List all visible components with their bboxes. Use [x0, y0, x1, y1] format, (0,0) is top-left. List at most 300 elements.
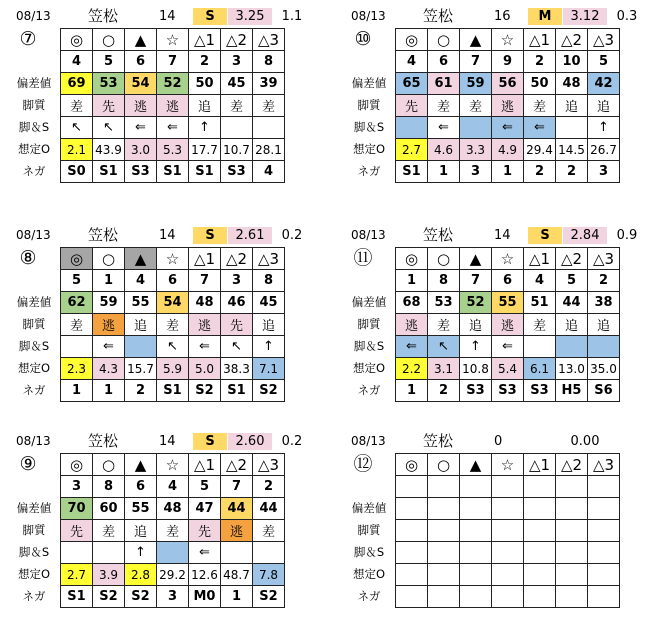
- deviation-cell: 44: [556, 292, 588, 314]
- style-cell: 追: [125, 314, 157, 336]
- horse-number-row: [396, 476, 620, 498]
- leg-speed-cell: [460, 542, 492, 564]
- mark-cell: ▲: [460, 29, 492, 51]
- horse-number-cell: 2: [189, 51, 221, 73]
- deviation-cell: 53: [93, 73, 125, 95]
- odds-cell: [396, 564, 428, 586]
- mark-cell: ☆: [157, 454, 189, 476]
- odds-cell: [588, 564, 620, 586]
- prediction-table: [60, 247, 285, 402]
- deviation-cell: [428, 498, 460, 520]
- horse-number-cell: 7: [460, 51, 492, 73]
- index-value: 0.00: [570, 434, 600, 449]
- runner-count: 14: [159, 228, 176, 243]
- venue-label: 笠松: [88, 7, 119, 25]
- leg-speed-cell: ⇐: [93, 336, 125, 358]
- negative-row: [396, 161, 620, 183]
- odds-cell: 3.1: [428, 358, 460, 380]
- mark-cell: ○: [93, 454, 125, 476]
- horse-number-cell: 6: [428, 51, 460, 73]
- odds-cell: 48.7: [221, 564, 253, 586]
- negative-cell: S2: [93, 586, 125, 608]
- race-number: ⑩: [354, 28, 372, 50]
- deviation-row: [396, 73, 620, 95]
- negative-cell: S1: [221, 380, 253, 402]
- horse-number-cell: 4: [396, 51, 428, 73]
- odds-cell: 7.1: [253, 358, 285, 380]
- deviation-cell: 54: [125, 73, 157, 95]
- odds-cell: 3.9: [93, 564, 125, 586]
- style-cell: 先: [189, 520, 221, 542]
- leg-speed-cell: [61, 336, 93, 358]
- row-label-style: 脚質: [22, 98, 46, 112]
- style-cell: 逃: [189, 314, 221, 336]
- style-cell: 追: [125, 520, 157, 542]
- horse-number-cell: 7: [460, 270, 492, 292]
- row-label-negative: ネガ: [357, 164, 381, 178]
- leg-speed-cell: [524, 542, 556, 564]
- mark-cell: △2: [556, 248, 588, 270]
- block-header: [341, 223, 661, 247]
- style-cell: 差: [157, 520, 189, 542]
- negative-cell: S2: [125, 586, 157, 608]
- deviation-cell: 51: [524, 292, 556, 314]
- leg-speed-cell: [460, 117, 492, 139]
- horse-number-cell: [428, 476, 460, 498]
- odds-cell: [428, 564, 460, 586]
- style-row: [396, 520, 620, 542]
- style-cell: 差: [93, 520, 125, 542]
- row-label-negative: ネガ: [22, 383, 46, 397]
- negative-cell: 2: [125, 380, 157, 402]
- odds-cell: 10.8: [460, 358, 492, 380]
- style-cell: 差: [253, 95, 285, 117]
- mark-cell: ▲: [125, 248, 157, 270]
- deviation-cell: 39: [253, 73, 285, 95]
- secondary-value: 0.3: [616, 9, 638, 24]
- odds-cell: 5.0: [189, 358, 221, 380]
- negative-cell: S3: [125, 161, 157, 183]
- leg-speed-cell: ⇐: [189, 336, 221, 358]
- index-value: 3.12: [563, 8, 607, 25]
- venue-label: 笠松: [88, 432, 119, 450]
- leg-speed-cell: [428, 542, 460, 564]
- race-block-9: [6, 429, 326, 629]
- style-row: [61, 314, 285, 336]
- horse-number-cell: 3: [221, 51, 253, 73]
- date-label: 08/13: [351, 9, 386, 23]
- odds-cell: 26.7: [588, 139, 620, 161]
- pace-badge: S: [193, 8, 227, 25]
- leg-speed-cell: [221, 542, 253, 564]
- row-label-style: 脚質: [22, 317, 46, 331]
- horse-number-cell: 2: [253, 476, 285, 498]
- odds-cell: 14.5: [556, 139, 588, 161]
- horse-number-cell: 7: [157, 51, 189, 73]
- horse-number-row: [396, 51, 620, 73]
- pace-badge: S: [528, 227, 562, 244]
- horse-number-cell: 6: [125, 476, 157, 498]
- deviation-cell: [396, 498, 428, 520]
- mark-cell: ◎: [61, 248, 93, 270]
- row-label-negative: ネガ: [357, 383, 381, 397]
- venue-label: 笠松: [423, 226, 454, 244]
- deviation-cell: 70: [61, 498, 93, 520]
- horse-number-cell: 7: [189, 270, 221, 292]
- secondary-value: 0.9: [616, 228, 638, 243]
- deviation-cell: 60: [93, 498, 125, 520]
- prediction-table: [395, 28, 620, 183]
- mark-cell: △1: [189, 454, 221, 476]
- style-row: [61, 95, 285, 117]
- deviation-cell: 47: [189, 498, 221, 520]
- deviation-cell: 52: [157, 73, 189, 95]
- negative-cell: 1: [93, 380, 125, 402]
- style-cell: 差: [524, 314, 556, 336]
- odds-cell: 3.0: [125, 139, 157, 161]
- deviation-row: [396, 292, 620, 314]
- horse-number-cell: 1: [396, 270, 428, 292]
- negative-cell: S2: [189, 380, 221, 402]
- horse-number-cell: 5: [61, 270, 93, 292]
- race-block-12: [341, 429, 661, 629]
- leg-speed-row: [396, 336, 620, 358]
- style-cell: 追: [460, 314, 492, 336]
- horse-number-row: [61, 51, 285, 73]
- style-cell: 追: [588, 95, 620, 117]
- row-label-style: 脚質: [357, 98, 381, 112]
- leg-speed-cell: ⇐: [524, 117, 556, 139]
- horse-number-cell: 7: [221, 476, 253, 498]
- leg-speed-cell: ↑: [460, 336, 492, 358]
- odds-cell: 2.3: [61, 358, 93, 380]
- marks-row: [61, 454, 285, 476]
- style-cell: [556, 520, 588, 542]
- negative-cell: 2: [556, 161, 588, 183]
- leg-speed-cell: ↖: [428, 336, 460, 358]
- horse-number-cell: 1: [93, 270, 125, 292]
- leg-speed-row: [396, 117, 620, 139]
- odds-cell: 5.3: [157, 139, 189, 161]
- horse-number-cell: 8: [93, 476, 125, 498]
- style-row: [396, 95, 620, 117]
- negative-cell: [492, 586, 524, 608]
- leg-speed-cell: [396, 117, 428, 139]
- odds-cell: 3.3: [460, 139, 492, 161]
- leg-speed-cell: ↖: [61, 117, 93, 139]
- odds-row: [61, 139, 285, 161]
- negative-cell: S0: [61, 161, 93, 183]
- row-label-style: 脚質: [357, 317, 381, 331]
- style-cell: 差: [61, 95, 93, 117]
- odds-row: [396, 139, 620, 161]
- date-label: 08/13: [16, 228, 51, 242]
- leg-speed-cell: ⇐: [492, 117, 524, 139]
- deviation-cell: 68: [396, 292, 428, 314]
- pace-badge: S: [193, 227, 227, 244]
- style-cell: 逃: [93, 314, 125, 336]
- date-label: 08/13: [16, 9, 51, 23]
- marks-row: [396, 29, 620, 51]
- style-cell: 先: [93, 95, 125, 117]
- mark-cell: △3: [588, 454, 620, 476]
- mark-cell: ○: [93, 29, 125, 51]
- negative-cell: [556, 586, 588, 608]
- horse-number-cell: 2: [588, 270, 620, 292]
- horse-number-cell: 2: [524, 51, 556, 73]
- index-value: 2.61: [228, 227, 272, 244]
- odds-cell: 5.4: [492, 358, 524, 380]
- mark-cell: △1: [524, 248, 556, 270]
- deviation-cell: 44: [221, 498, 253, 520]
- venue-label: 笠松: [423, 432, 454, 450]
- pace-badge: S: [193, 433, 227, 450]
- negative-cell: S3: [492, 380, 524, 402]
- style-cell: [396, 520, 428, 542]
- deviation-cell: 54: [157, 292, 189, 314]
- horse-number-cell: 5: [189, 476, 221, 498]
- odds-cell: 2.8: [125, 564, 157, 586]
- row-label-odds: 想定O: [17, 142, 51, 156]
- odds-cell: 5.9: [157, 358, 189, 380]
- negative-cell: S3: [221, 161, 253, 183]
- row-label-deviation: 偏差値: [16, 501, 52, 515]
- deviation-cell: [524, 498, 556, 520]
- mark-cell: △3: [588, 29, 620, 51]
- mark-cell: ◎: [396, 454, 428, 476]
- odds-cell: 38.3: [221, 358, 253, 380]
- style-cell: 差: [253, 520, 285, 542]
- leg-speed-row: [61, 542, 285, 564]
- deviation-row: [61, 73, 285, 95]
- race-number: ⑪: [353, 247, 373, 269]
- horse-number-cell: [588, 476, 620, 498]
- style-cell: 差: [524, 95, 556, 117]
- venue-label: 笠松: [423, 7, 454, 25]
- deviation-cell: 59: [460, 73, 492, 95]
- negative-cell: 4: [253, 161, 285, 183]
- venue-label: 笠松: [88, 226, 119, 244]
- mark-cell: ◎: [396, 248, 428, 270]
- leg-speed-cell: ↑: [125, 542, 157, 564]
- prediction-table: [395, 453, 620, 608]
- leg-speed-cell: [588, 542, 620, 564]
- horse-number-cell: 3: [61, 476, 93, 498]
- deviation-cell: 55: [125, 292, 157, 314]
- odds-cell: 35.0: [588, 358, 620, 380]
- marks-row: [396, 454, 620, 476]
- leg-speed-cell: ↑: [588, 117, 620, 139]
- mark-cell: △3: [253, 29, 285, 51]
- leg-speed-cell: ⇐: [157, 117, 189, 139]
- style-cell: 逃: [125, 95, 157, 117]
- negative-cell: S1: [93, 161, 125, 183]
- mark-cell: ☆: [492, 454, 524, 476]
- mark-cell: ○: [93, 248, 125, 270]
- odds-cell: 4.9: [492, 139, 524, 161]
- deviation-cell: 45: [221, 73, 253, 95]
- mark-cell: ○: [428, 248, 460, 270]
- leg-speed-row: [61, 336, 285, 358]
- odds-cell: 4.6: [428, 139, 460, 161]
- leg-speed-cell: ⇐: [125, 117, 157, 139]
- leg-speed-cell: [61, 542, 93, 564]
- style-cell: 追: [556, 95, 588, 117]
- style-cell: 逃: [396, 314, 428, 336]
- pace-badge: M: [528, 8, 562, 25]
- style-cell: 逃: [492, 314, 524, 336]
- horse-number-cell: 6: [125, 51, 157, 73]
- deviation-cell: 62: [61, 292, 93, 314]
- row-label-odds: 想定O: [352, 361, 386, 375]
- negative-cell: [460, 586, 492, 608]
- mark-cell: ◎: [61, 29, 93, 51]
- horse-number-cell: 3: [221, 270, 253, 292]
- row-label-deviation: 偏差値: [16, 76, 52, 90]
- horse-number-cell: [524, 476, 556, 498]
- odds-cell: 43.9: [93, 139, 125, 161]
- horse-number-cell: 5: [556, 270, 588, 292]
- negative-cell: S3: [524, 380, 556, 402]
- negative-cell: S1: [61, 586, 93, 608]
- row-label-leg-speed: 脚＆S: [18, 339, 50, 353]
- leg-speed-cell: [221, 117, 253, 139]
- mark-cell: ○: [428, 454, 460, 476]
- mark-cell: △3: [253, 454, 285, 476]
- odds-cell: [460, 564, 492, 586]
- mark-cell: △2: [221, 454, 253, 476]
- negative-cell: 3: [460, 161, 492, 183]
- mark-cell: ▲: [460, 454, 492, 476]
- leg-speed-cell: ⇐: [428, 117, 460, 139]
- race-block-8: [6, 223, 326, 423]
- horse-number-cell: 4: [524, 270, 556, 292]
- odds-row: [61, 358, 285, 380]
- mark-cell: △1: [189, 248, 221, 270]
- negative-row: [396, 586, 620, 608]
- negative-cell: S1: [189, 161, 221, 183]
- row-label-deviation: 偏差値: [351, 501, 387, 515]
- race-block-11: [341, 223, 661, 423]
- race-number: ⑫: [353, 453, 373, 475]
- race-block-7: [6, 4, 326, 204]
- deviation-cell: [492, 498, 524, 520]
- odds-cell: 4.3: [93, 358, 125, 380]
- negative-cell: 1: [492, 161, 524, 183]
- mark-cell: ○: [428, 29, 460, 51]
- deviation-row: [396, 498, 620, 520]
- row-label-leg-speed: 脚＆S: [18, 120, 50, 134]
- negative-cell: M0: [189, 586, 221, 608]
- deviation-cell: 61: [428, 73, 460, 95]
- odds-cell: [492, 564, 524, 586]
- negative-cell: 3: [588, 161, 620, 183]
- style-cell: 追: [253, 314, 285, 336]
- leg-speed-cell: [492, 542, 524, 564]
- row-label-style: 脚質: [22, 523, 46, 537]
- negative-cell: [524, 586, 556, 608]
- row-label-leg-speed: 脚＆S: [353, 120, 385, 134]
- negative-cell: 1: [396, 380, 428, 402]
- leg-speed-cell: [157, 542, 189, 564]
- horse-number-row: [61, 270, 285, 292]
- style-row: [61, 520, 285, 542]
- horse-number-row: [396, 270, 620, 292]
- style-row: [396, 314, 620, 336]
- deviation-cell: 59: [93, 292, 125, 314]
- leg-speed-cell: ⇐: [396, 336, 428, 358]
- negative-cell: 2: [524, 161, 556, 183]
- prediction-table: [60, 453, 285, 608]
- mark-cell: △2: [221, 248, 253, 270]
- odds-cell: 6.1: [524, 358, 556, 380]
- leg-speed-cell: ↖: [93, 117, 125, 139]
- runner-count: 14: [494, 228, 511, 243]
- deviation-cell: 65: [396, 73, 428, 95]
- style-cell: 先: [221, 314, 253, 336]
- deviation-cell: 45: [253, 292, 285, 314]
- negative-cell: 3: [157, 586, 189, 608]
- negative-cell: 1: [221, 586, 253, 608]
- runner-count: 0: [494, 434, 503, 449]
- marks-row: [396, 248, 620, 270]
- negative-cell: [588, 586, 620, 608]
- race-number: ⑨: [19, 453, 37, 475]
- deviation-cell: 69: [61, 73, 93, 95]
- row-label-deviation: 偏差値: [16, 295, 52, 309]
- horse-number-cell: 10: [556, 51, 588, 73]
- negative-row: [61, 380, 285, 402]
- date-label: 08/13: [351, 228, 386, 242]
- deviation-cell: 50: [524, 73, 556, 95]
- negative-cell: 1: [61, 380, 93, 402]
- odds-cell: 2.1: [61, 139, 93, 161]
- mark-cell: △2: [221, 29, 253, 51]
- negative-row: [61, 161, 285, 183]
- negative-cell: [428, 586, 460, 608]
- marks-row: [61, 29, 285, 51]
- style-cell: 逃: [221, 520, 253, 542]
- negative-row: [396, 380, 620, 402]
- leg-speed-cell: [588, 336, 620, 358]
- horse-number-cell: 8: [253, 51, 285, 73]
- row-label-leg-speed: 脚＆S: [353, 339, 385, 353]
- race-block-10: [341, 4, 661, 204]
- row-label-odds: 想定O: [17, 567, 51, 581]
- row-label-style: 脚質: [357, 523, 381, 537]
- style-cell: [492, 520, 524, 542]
- mark-cell: △3: [253, 248, 285, 270]
- deviation-cell: 56: [492, 73, 524, 95]
- deviation-cell: 55: [125, 498, 157, 520]
- leg-speed-cell: ↖: [221, 336, 253, 358]
- deviation-row: [61, 292, 285, 314]
- block-header: [6, 429, 326, 453]
- mark-cell: ▲: [125, 29, 157, 51]
- deviation-cell: 48: [189, 292, 221, 314]
- style-cell: 差: [157, 314, 189, 336]
- style-cell: 差: [221, 95, 253, 117]
- runner-count: 14: [159, 9, 176, 24]
- style-cell: 追: [588, 314, 620, 336]
- deviation-cell: 52: [460, 292, 492, 314]
- horse-number-cell: [460, 476, 492, 498]
- negative-cell: S1: [157, 380, 189, 402]
- odds-cell: 28.1: [253, 139, 285, 161]
- negative-cell: S2: [253, 380, 285, 402]
- deviation-cell: 50: [189, 73, 221, 95]
- deviation-cell: [588, 498, 620, 520]
